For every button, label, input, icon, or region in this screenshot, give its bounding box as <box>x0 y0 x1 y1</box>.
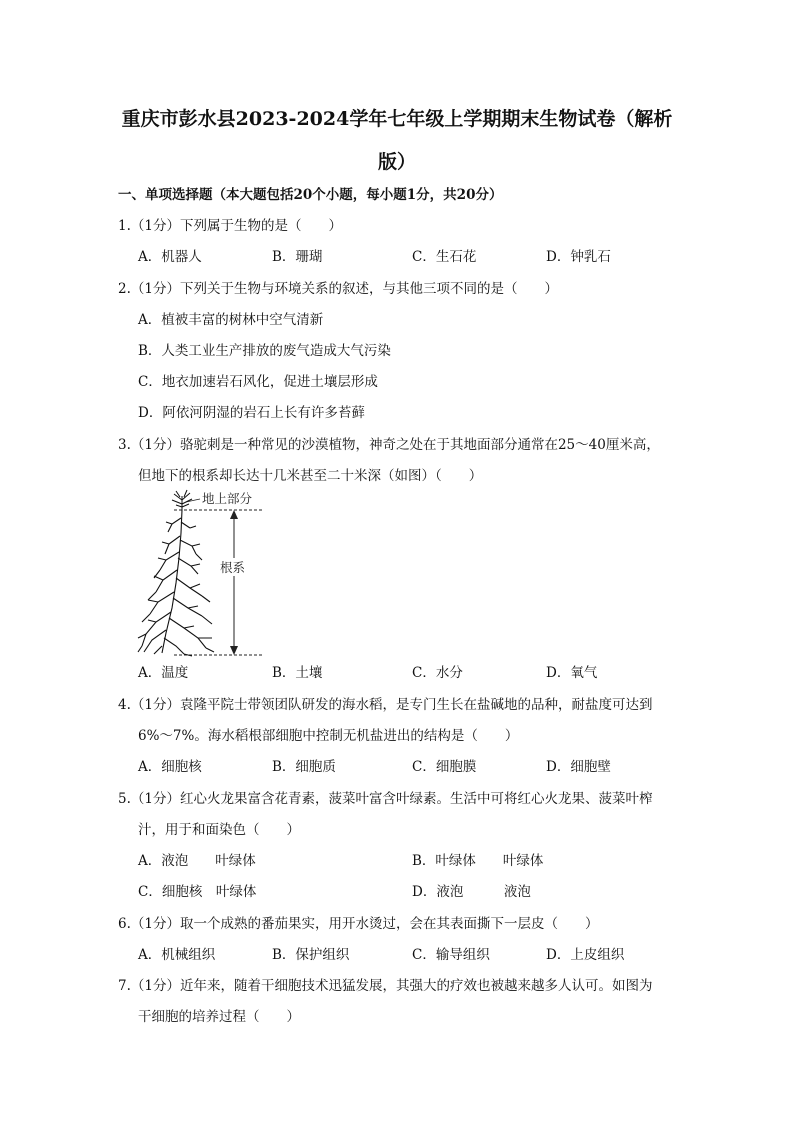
figure-label-above-ground: 地上部分 <box>202 491 253 506</box>
question-4-option-b: B．细胞质 <box>272 759 336 775</box>
question-3-stem-line-2: 但地下的根系却长达十几米甚至二十米深（如图）（ ） <box>138 468 483 484</box>
question-5-option-c: C．细胞核 叶绿体 <box>138 884 257 900</box>
question-1-option-c: C．生石花 <box>412 249 477 265</box>
figure-label-roots: 根系 <box>220 560 246 575</box>
section-heading: 一、单项选择题（本大题包括20个小题，每小题1分，共20分） <box>118 187 503 203</box>
question-5-option-b: B．叶绿体 叶绿体 <box>412 853 544 869</box>
question-4-stem-line-1: 4.（1分）袁隆平院士带领团队研发的海水稻，是专门生长在盐碱地的品种，耐盐度可达到 <box>118 697 653 713</box>
title-line-2: 版） <box>377 151 416 173</box>
question-5-option-d: D．液泡 液泡 <box>412 884 531 900</box>
question-3-option-c: C．水分 <box>412 665 463 681</box>
question-4-option-c: C．细胞膜 <box>412 759 477 775</box>
question-6-option-c: C．输导组织 <box>412 947 490 963</box>
title-line-1: 重庆市彭水县2023-2024学年七年级上学期期末生物试卷（解析 <box>121 108 673 130</box>
question-1-option-b: B．珊瑚 <box>272 249 323 265</box>
question-1-stem: 1.（1分）下列属于生物的是（ ） <box>118 218 342 234</box>
question-2-option-c: C．地衣加速岩石风化，促进土壤层形成 <box>138 374 378 390</box>
question-6-option-a: A．机械组织 <box>138 947 216 963</box>
question-2-stem: 2.（1分）下列关于生物与环境关系的叙述，与其他三项不同的是（ ） <box>118 281 558 297</box>
question-7-stem-line-1: 7.（1分）近年来，随着干细胞技术迅猛发展，其强大的疗效也被越来越多人认可。如图为 <box>118 978 653 994</box>
question-3-option-b: B．土壤 <box>272 665 323 681</box>
question-6-option-b: B．保护组织 <box>272 947 350 963</box>
question-5-stem-line-1: 5.（1分）红心火龙果富含花青素，菠菜叶富含叶绿素。生活中可将红心火龙果、菠菜叶榨 <box>118 791 653 807</box>
question-3-stem-line-1: 3.（1分）骆驼刺是一种常见的沙漠植物，神奇之处在于其地面部分通常在25～40厘米高， <box>118 437 660 453</box>
plant-shoot <box>172 490 192 510</box>
question-2-option-a: A．植被丰富的树林中空气清新 <box>138 312 324 328</box>
question-7-stem-line-2: 干细胞的培养过程（ ） <box>138 1009 300 1025</box>
question-3-option-d: D．氧气 <box>546 665 598 681</box>
plant-roots <box>138 510 214 656</box>
question-1-option-d: D．钟乳石 <box>546 249 611 265</box>
question-6-stem: 6.（1分）取一个成熟的番茄果实，用开水烫过，会在其表面撕下一层皮（ ） <box>118 916 599 932</box>
question-1-option-a: A．机器人 <box>138 249 202 265</box>
question-4-option-d: D．细胞壁 <box>546 759 611 775</box>
question-2-option-d: D．阿依河阴湿的岩石上长有许多苔藓 <box>138 405 365 421</box>
question-4-stem-line-2: 6%～7%。海水稻根部细胞中控制无机盐进出的结构是（ ） <box>138 728 519 744</box>
question-5-stem-line-2: 汁，用于和面染色（ ） <box>138 822 300 838</box>
question-4-option-a: A．细胞核 <box>138 759 202 775</box>
question-5-option-a: A．液泡 叶绿体 <box>138 853 256 869</box>
camelthorn-root-figure <box>136 488 276 660</box>
question-3-option-a: A．温度 <box>138 665 189 681</box>
question-2-option-b: B．人类工业生产排放的废气造成大气污染 <box>138 343 391 359</box>
page-title <box>100 98 694 184</box>
question-6-option-d: D．上皮组织 <box>546 947 625 963</box>
